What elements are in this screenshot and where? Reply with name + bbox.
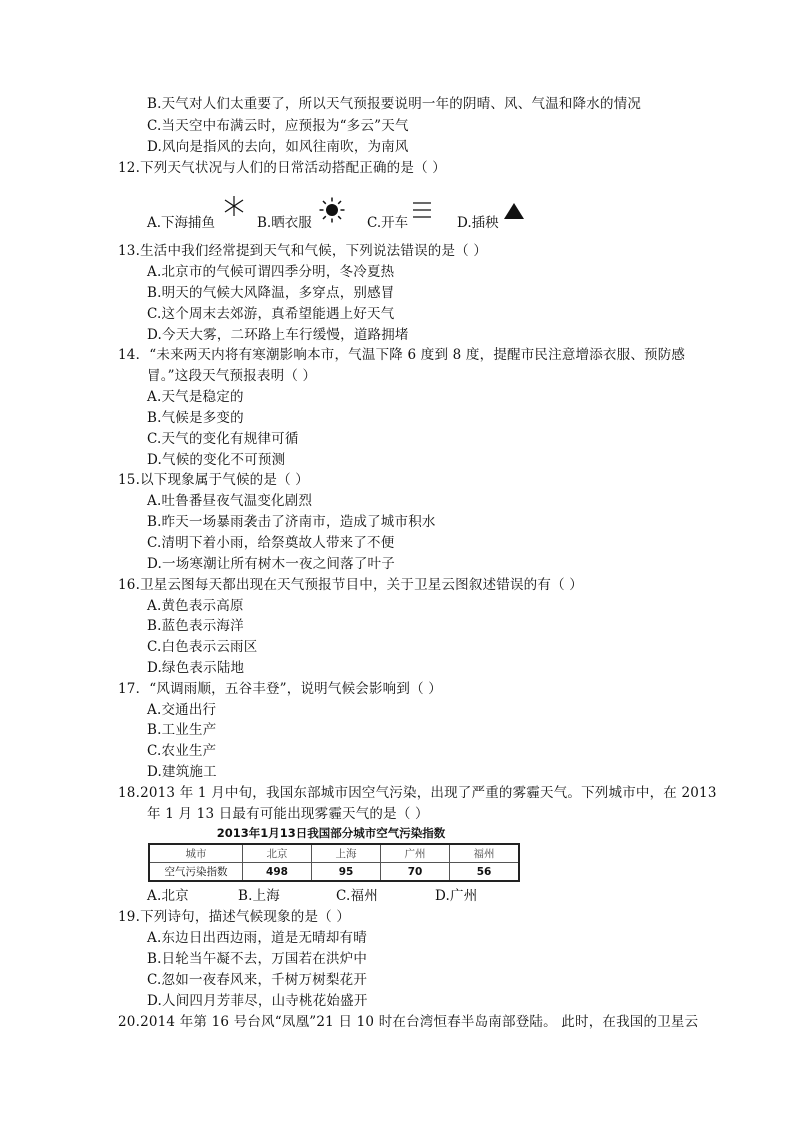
q13-option-d: D.今天大雾，二环路上车行缓慢，道路拥堵 bbox=[147, 327, 409, 343]
q13-option-b: B.明天的气候大风降温，多穿点，别感冒 bbox=[147, 285, 395, 301]
q19-stem: 19.下列诗句，描述气候现象的是（ ） bbox=[118, 909, 351, 925]
q13-option-a: A.北京市的气候可谓四季分明，冬冷夏热 bbox=[147, 264, 395, 280]
table-header-cell: 福州 bbox=[450, 844, 520, 863]
hail-symbol-icon bbox=[503, 202, 525, 220]
q12-option-b: B.晒衣服 bbox=[257, 215, 312, 231]
q18-stem-line2: 年 1 月 13 日最有可能出现雾霾天气的是（ ） bbox=[147, 806, 429, 822]
q18-option-a: A.北京 bbox=[147, 888, 189, 904]
q17-stem: 17．“风调雨顺，五谷丰登”，说明气候会影响到（ ） bbox=[118, 681, 442, 697]
q18-option-c: C.福州 bbox=[336, 888, 378, 904]
table-cell: 498 bbox=[243, 863, 312, 882]
q14-stem-line2: 冒。”这段天气预报表明（ ） bbox=[147, 368, 317, 384]
table-row-label: 空气污染指数 bbox=[149, 863, 243, 882]
q11-option-b: B.天气对人们太重要了，所以天气预报要说明一年的阴晴、风、气温和降水的情况 bbox=[147, 96, 642, 112]
q16-stem: 16.卫星云图每天都出现在天气预报节目中，关于卫星云图叙述错误的有（ ） bbox=[118, 577, 583, 593]
q12-option-a: A.下海捕鱼 bbox=[147, 215, 216, 231]
q15-option-a: A.吐鲁番昼夜气温变化剧烈 bbox=[147, 493, 313, 509]
q14-option-d: D.气候的变化不可预测 bbox=[147, 452, 286, 468]
q12-option-c: C.开车 bbox=[367, 215, 409, 231]
q17-option-c: C.农业生产 bbox=[147, 743, 217, 759]
q12-options bbox=[147, 194, 567, 234]
q16-option-d: D.绿色表示陆地 bbox=[147, 660, 245, 676]
q16-option-b: B.蓝色表示海洋 bbox=[147, 618, 244, 634]
table-row bbox=[149, 863, 519, 882]
q12-stem: 12.下列天气状况与人们的日常活动搭配正确的是（ ） bbox=[118, 160, 446, 176]
snow-symbol-icon bbox=[223, 194, 245, 218]
q20-stem: 20.2014 年第 16 号台风“凤凰”21 日 10 时在台湾恒春半岛南部登陆。 此时，在我国的卫星云 bbox=[118, 1014, 699, 1030]
q15-option-b: B.昨天一场暴雨袭击了济南市，造成了城市积水 bbox=[147, 514, 436, 530]
q15-stem: 15.以下现象属于气候的是（ ） bbox=[118, 472, 309, 488]
table-cell: 56 bbox=[450, 863, 520, 882]
q13-stem: 13.生活中我们经常提到天气和气候，下列说法错误的是（ ） bbox=[118, 243, 488, 259]
q14-stem-line1: 14．“未来两天内将有寒潮影响本市，气温下降 6 度到 8 度，提醒市民注意增添衣服、预防感 bbox=[118, 347, 686, 363]
q18-option-b: B.上海 bbox=[238, 888, 281, 904]
q13-option-c: C.这个周末去郊游，真希望能遇上好天气 bbox=[147, 306, 395, 322]
table-header-cell: 广州 bbox=[381, 844, 450, 863]
q18-stem-line1: 18.2013 年 1 月中旬，我国东部城市因空气污染，出现了严重的雾霾天气。下列城市中，在 2013 bbox=[118, 785, 717, 801]
q17-option-d: D.建筑施工 bbox=[147, 764, 217, 780]
q18-option-d: D.广州 bbox=[435, 888, 478, 904]
q16-option-a: A.黄色表示高原 bbox=[147, 598, 244, 614]
air-quality-table bbox=[148, 843, 520, 882]
q19-option-a: A.东边日出西边雨，道是无晴却有晴 bbox=[147, 930, 367, 946]
sunny-symbol-icon bbox=[319, 197, 345, 223]
q17-option-b: B.工业生产 bbox=[147, 722, 217, 738]
table-header-cell: 城市 bbox=[149, 844, 243, 863]
table-header-cell: 上海 bbox=[312, 844, 381, 863]
q17-option-a: A.交通出行 bbox=[147, 702, 217, 718]
q19-option-c: C.忽如一夜春风来，千树万树梨花开 bbox=[147, 972, 368, 988]
fog-symbol-icon bbox=[412, 200, 432, 220]
q14-option-c: C.天气的变化有规律可循 bbox=[147, 431, 299, 447]
q15-option-d: D.一场寒潮让所有树木一夜之间落了叶子 bbox=[147, 556, 395, 572]
table-header-row bbox=[149, 844, 519, 863]
q11-option-d: D.风向是指风的去向，如风往南吹，为南风 bbox=[147, 139, 409, 155]
air-quality-table-title: 2013年1月13日我国部分城市空气污染指数 bbox=[216, 826, 446, 840]
q19-option-d: D.人间四月芳菲尽，山寺桃花始盛开 bbox=[147, 993, 368, 1009]
q19-option-b: B.日轮当午凝不去，万国若在洪炉中 bbox=[147, 951, 368, 967]
q15-option-c: C.清明下着小雨，给祭奠故人带来了不便 bbox=[147, 535, 395, 551]
table-cell: 95 bbox=[312, 863, 381, 882]
q12-option-d: D.插秧 bbox=[457, 215, 499, 231]
table-header-cell: 北京 bbox=[243, 844, 312, 863]
q14-option-a: A.天气是稳定的 bbox=[147, 389, 244, 405]
q14-option-b: B.气候是多变的 bbox=[147, 410, 244, 426]
q11-option-c: C.当天空中布满云时，应预报为“多云”天气 bbox=[147, 118, 409, 134]
q16-option-c: C.白色表示云雨区 bbox=[147, 639, 258, 655]
table-cell: 70 bbox=[381, 863, 450, 882]
